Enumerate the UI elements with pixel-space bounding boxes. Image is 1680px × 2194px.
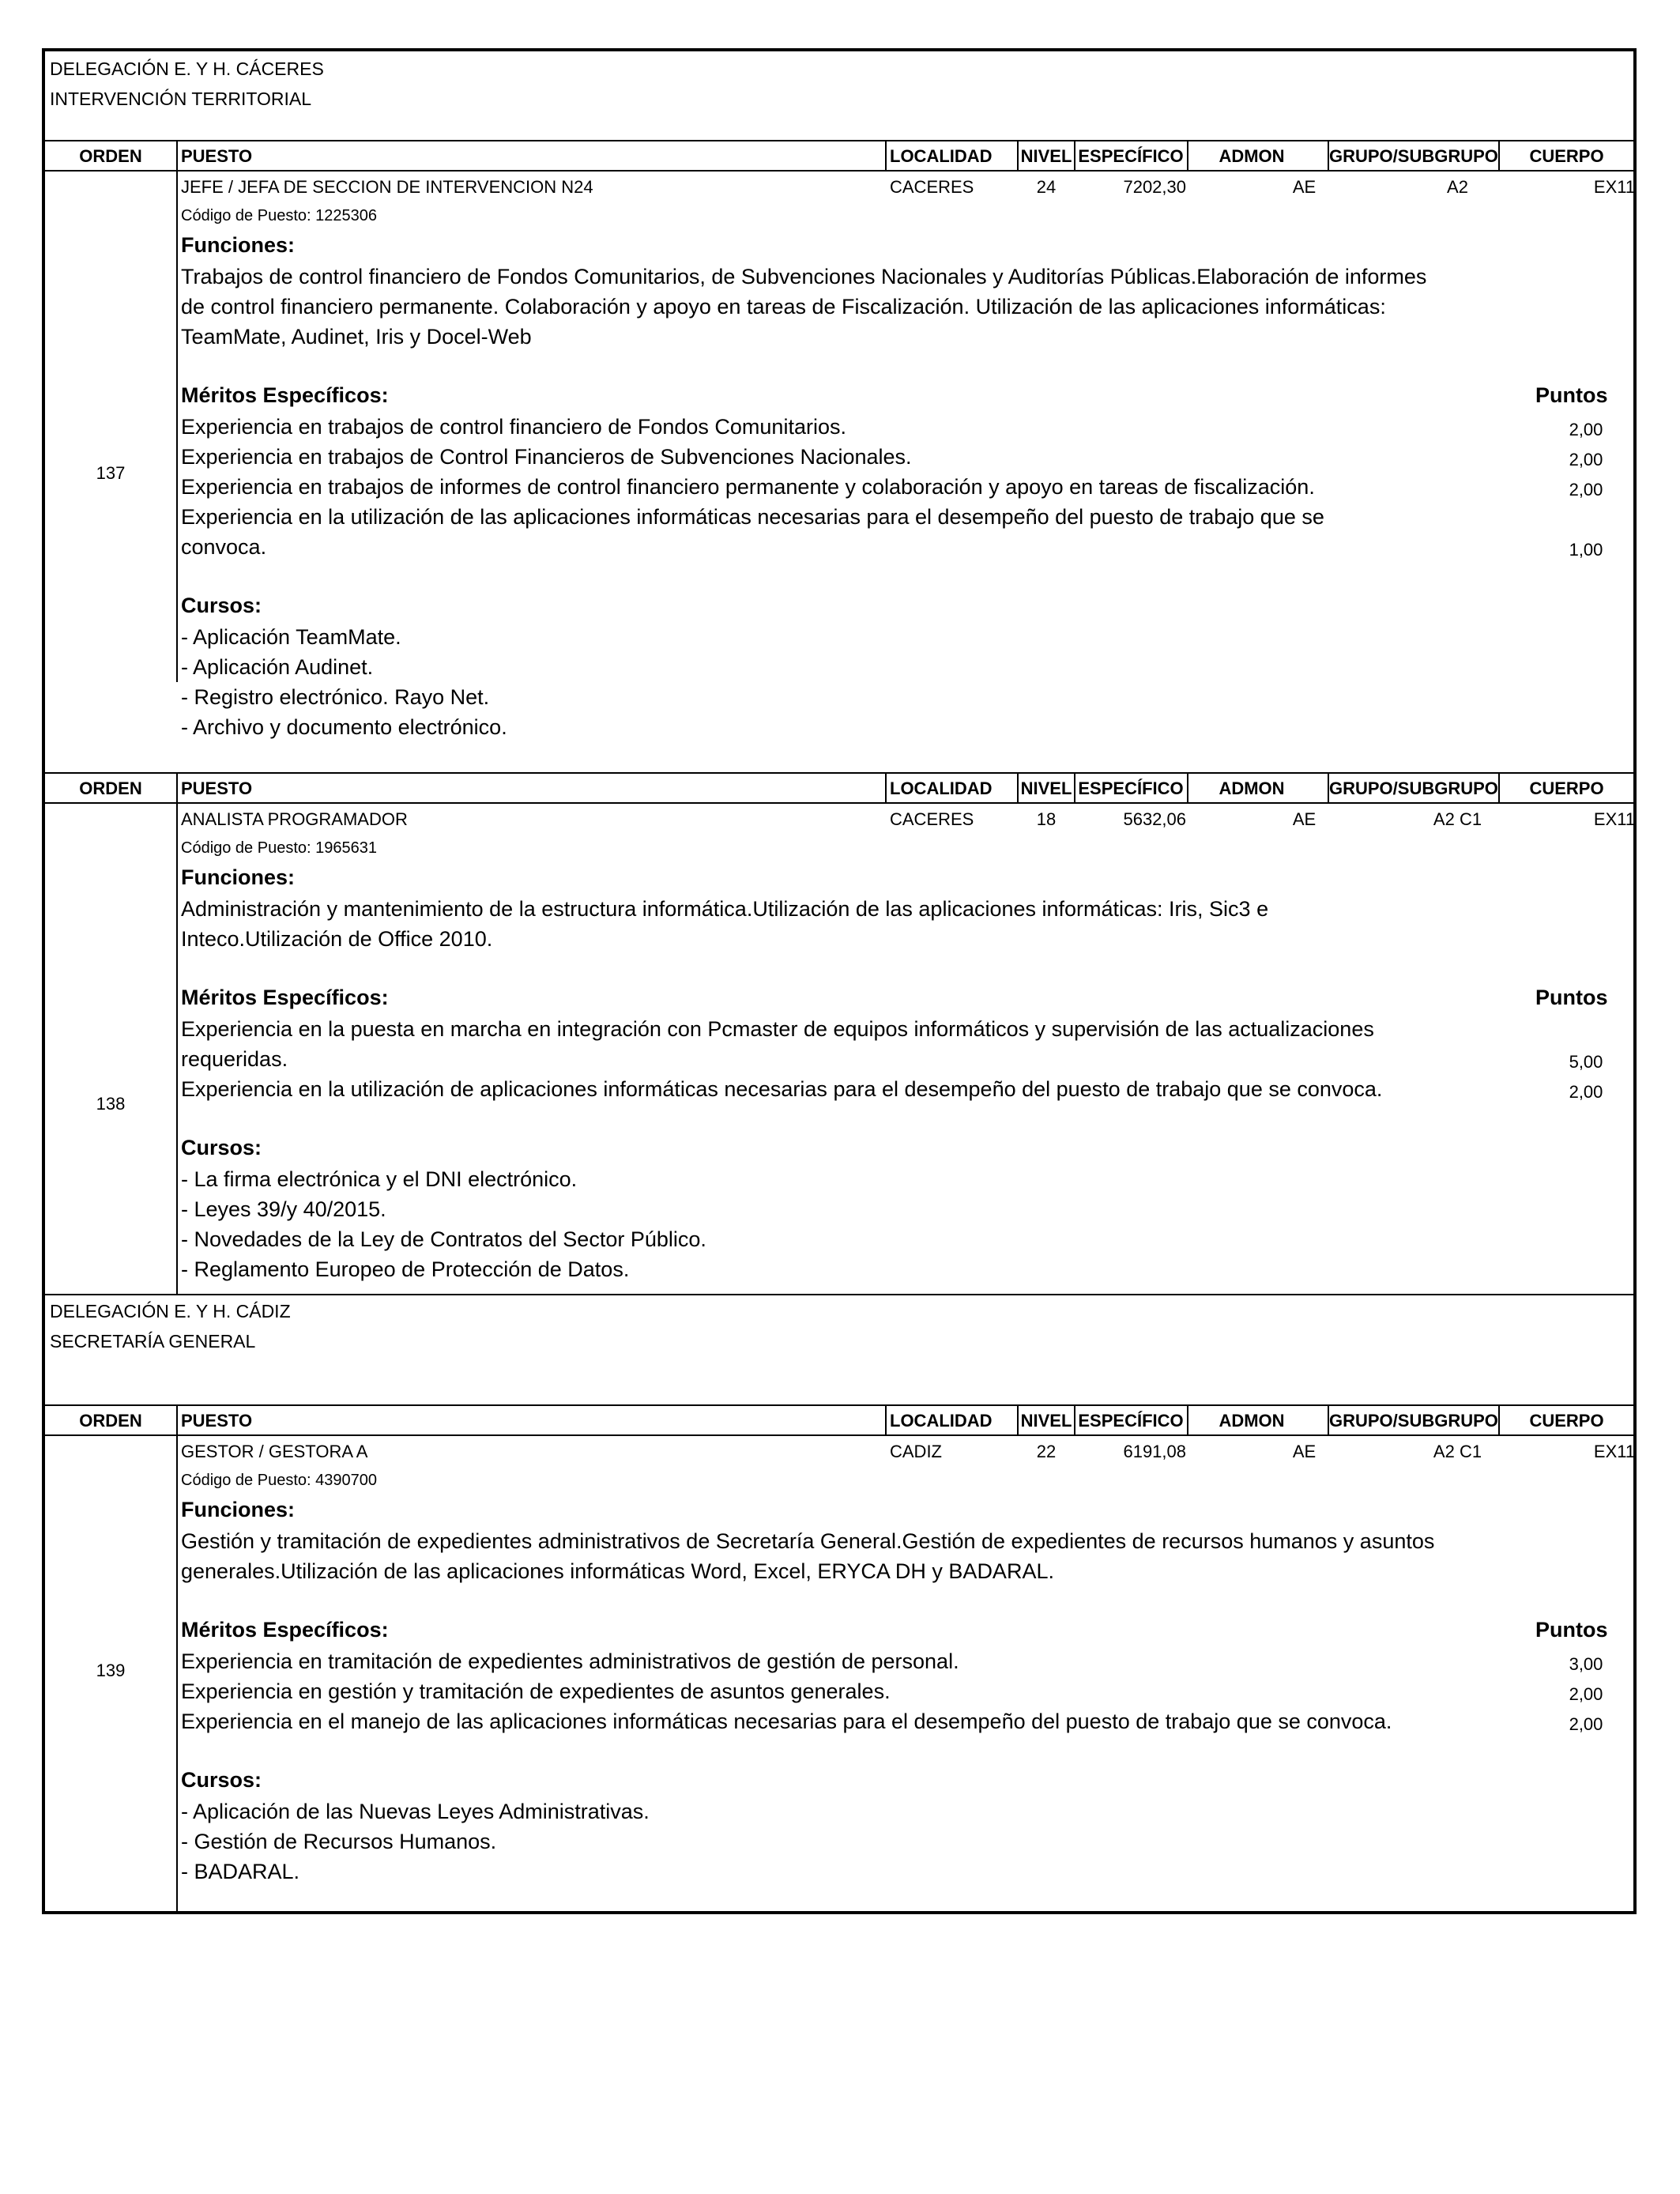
col-cuerpo: CUERPO [1529,146,1604,166]
funciones-label: Funciones: [181,865,296,889]
puesto-title: JEFE / JEFA DE SECCION DE INTERVENCION N24 [181,177,593,197]
especifico-value: 6191,08 [1123,1442,1186,1461]
puntos-value: 2,00 [1569,420,1603,439]
col-puesto: PUESTO [181,1411,253,1431]
curso-item: - Registro electrónico. Rayo Net. [181,685,490,709]
merito-line: Experiencia en trabajos de informes de control financiero permanente y colaboración y apoyo en tareas de fiscalización. [181,475,1315,499]
col-admon: ADMON [1219,1411,1285,1431]
funciones-line: Trabajos de control financiero de Fondos Comunitarios, de Subvenciones Nacionales y Auditorías Públicas.Elaboración de informes [181,265,1427,288]
col-grupo: GRUPO/SUBGRUPO [1329,146,1498,166]
col-orden: ORDEN [79,1411,142,1431]
funciones-label: Funciones: [181,233,296,257]
curso-item: - Archivo y documento electrónico. [181,715,507,739]
merito-line: Experiencia en gestión y tramitación de expedientes de asuntos generales. [181,1679,891,1703]
puesto-title: ANALISTA PROGRAMADOR [181,809,408,829]
grupo-value: A2 C1 [1433,1442,1482,1461]
puntos-value: 5,00 [1569,1052,1603,1072]
col-grupo: GRUPO/SUBGRUPO [1329,1411,1498,1431]
grupo-value: A2 C1 [1433,809,1482,829]
col-orden: ORDEN [79,146,142,166]
admon-value: AE [1292,1442,1317,1461]
codigo-puesto: Código de Puesto: 1965631 [181,839,377,857]
nivel-value: 18 [1036,809,1057,829]
curso-item: - Gestión de Recursos Humanos. [181,1830,497,1853]
merito-line: Experiencia en la utilización de las aplicaciones informáticas necesarias para el desempeño del puesto de trabajo que se [181,505,1324,529]
especifico-value: 5632,06 [1123,809,1186,829]
puntos-value: 2,00 [1569,1714,1603,1734]
entry-139 [45,1436,1636,1911]
meritos-label: Méritos Específicos: [181,383,389,407]
meritos-label: Méritos Específicos: [181,1618,389,1642]
col-cuerpo: CUERPO [1529,778,1604,798]
puntos-value: 3,00 [1569,1654,1603,1674]
section-unidad: SECRETARÍA GENERAL [50,1331,256,1351]
puesto-title: GESTOR / GESTORA A [181,1442,368,1461]
section-unidad: INTERVENCIÓN TERRITORIAL [50,89,312,109]
curso-item: - Aplicación de las Nuevas Leyes Administrativas. [181,1800,650,1823]
curso-item: - BADARAL. [181,1860,300,1883]
cuerpo-value: EX11 [1593,809,1636,829]
especifico-value: 7202,30 [1123,177,1186,197]
funciones-line: de control financiero permanente. Colaboración y apoyo en tareas de Fiscalización. Utilización de las aplicaciones informáticas: [181,295,1386,319]
entry-137 [45,172,1636,739]
localidad-value: CADIZ [890,1442,942,1461]
cursos-label: Cursos: [181,1768,262,1792]
col-cuerpo: CUERPO [1529,1411,1604,1431]
section-header-cadiz [45,1294,1633,1406]
document-frame [42,48,1637,1914]
curso-item: - Reglamento Europeo de Protección de Datos. [181,1257,630,1281]
col-puesto: PUESTO [181,146,253,166]
col-puesto: PUESTO [181,778,253,798]
curso-item: - La firma electrónica y el DNI electrónico. [181,1167,578,1191]
funciones-line: TeamMate, Audinet, Iris y Docel-Web [181,325,532,349]
merito-line: convoca. [181,535,267,559]
col-localidad: LOCALIDAD [890,146,993,166]
puntos-value: 2,00 [1569,480,1603,499]
funciones-label: Funciones: [181,1498,296,1521]
localidad-value: CACERES [890,809,974,829]
merito-line: requeridas. [181,1047,288,1071]
merito-line: Experiencia en trabajos de control financiero de Fondos Comunitarios. [181,415,846,439]
column-header-row [45,141,1633,172]
admon-value: AE [1292,809,1317,829]
funciones-line: Administración y mantenimiento de la estructura informática.Utilización de las aplicaciones informáticas: Iris, Sic3 e [181,897,1269,921]
orden-value: 139 [96,1661,126,1680]
col-nivel: NIVEL [1020,146,1072,166]
entry-138 [45,804,1636,1294]
section-header-caceres [45,51,1633,141]
curso-item: - Novedades de la Ley de Contratos del Sector Público. [181,1227,706,1251]
puntos-value: 2,00 [1569,450,1603,469]
funciones-line: generales.Utilización de las aplicaciones informáticas Word, Excel, ERYCA DH y BADARAL. [181,1559,1054,1583]
col-localidad: LOCALIDAD [890,1411,993,1431]
puntos-header: Puntos [1535,1618,1608,1642]
cursos-label: Cursos: [181,594,262,617]
nivel-value: 22 [1036,1442,1057,1461]
funciones-line: Gestión y tramitación de expedientes administrativos de Secretaría General.Gestión de expedientes de recursos humanos y asuntos [181,1529,1435,1553]
curso-item: - Aplicación Audinet. [181,655,374,679]
merito-line: Experiencia en trabajos de Control Financieros de Subvenciones Nacionales. [181,445,912,469]
col-especifico: ESPECÍFICO [1078,146,1184,166]
orden-value: 137 [96,463,126,483]
col-nivel: NIVEL [1020,1411,1072,1431]
col-localidad: LOCALIDAD [890,778,993,798]
curso-item: - Leyes 39/y 40/2015. [181,1197,386,1221]
section-delegacion: DELEGACIÓN E. Y H. CÁCERES [50,58,324,79]
column-header-row [45,774,1633,804]
col-nivel: NIVEL [1020,778,1072,798]
puntos-header: Puntos [1535,986,1608,1009]
orden-value: 138 [96,1094,126,1114]
codigo-puesto: Código de Puesto: 4390700 [181,1472,377,1489]
col-orden: ORDEN [79,778,142,798]
nivel-value: 24 [1036,177,1057,197]
cuerpo-value: EX11 [1593,1442,1636,1461]
cursos-label: Cursos: [181,1136,262,1159]
cuerpo-value: EX11 [1593,177,1636,197]
localidad-value: CACERES [890,177,974,197]
funciones-line: Inteco.Utilización de Office 2010. [181,927,493,951]
puntos-value: 2,00 [1569,1082,1603,1102]
curso-item: - Aplicación TeamMate. [181,625,401,649]
merito-line: Experiencia en la puesta en marcha en integración con Pcmaster de equipos informáticos y supervisión de las actualizaciones [181,1017,1374,1041]
meritos-label: Méritos Específicos: [181,986,389,1009]
section-delegacion: DELEGACIÓN E. Y H. CÁDIZ [50,1301,291,1321]
col-especifico: ESPECÍFICO [1078,778,1184,798]
puntos-value: 1,00 [1569,540,1603,560]
grupo-value: A2 [1447,177,1468,197]
puntos-header: Puntos [1535,383,1608,407]
merito-line: Experiencia en el manejo de las aplicaciones informáticas necesarias para el desempeño del puesto de trabajo que se convoca. [181,1710,1392,1733]
column-header-row [45,1406,1633,1436]
merito-line: Experiencia en la utilización de aplicaciones informáticas necesarias para el desempeño del puesto de trabajo que se convoca. [181,1077,1383,1101]
merito-line: Experiencia en tramitación de expedientes administrativos de gestión de personal. [181,1649,959,1673]
col-especifico: ESPECÍFICO [1078,1411,1184,1431]
col-admon: ADMON [1219,146,1285,166]
col-grupo: GRUPO/SUBGRUPO [1329,778,1498,798]
col-admon: ADMON [1219,778,1285,798]
puntos-value: 2,00 [1569,1684,1603,1704]
codigo-puesto: Código de Puesto: 1225306 [181,207,377,224]
admon-value: AE [1292,177,1317,197]
